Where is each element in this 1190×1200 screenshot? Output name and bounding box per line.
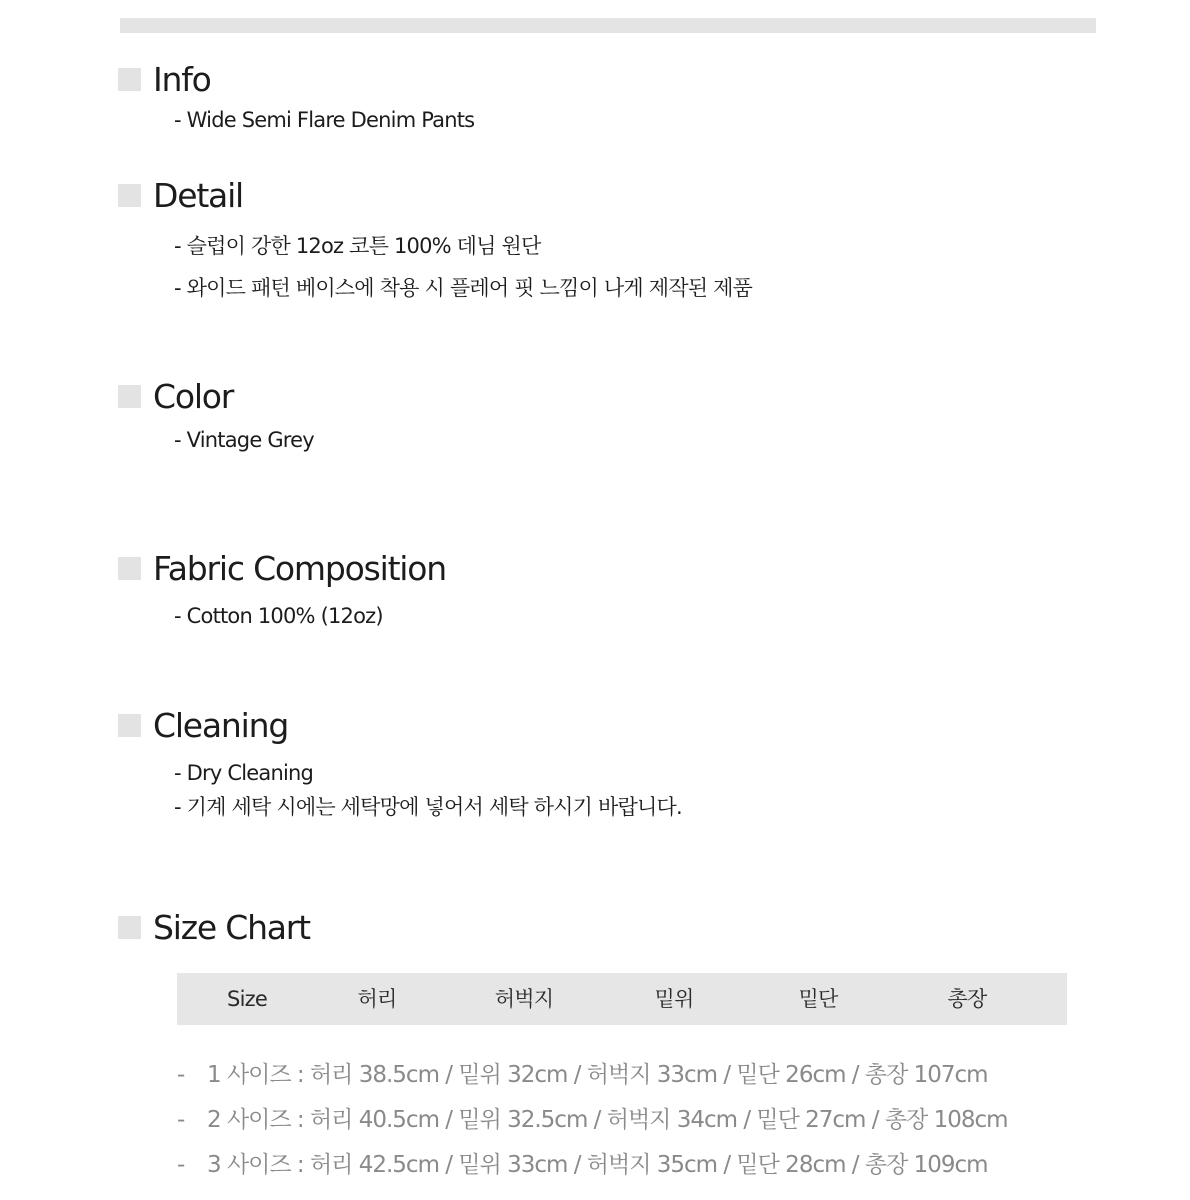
detail-line-1: - 슬럽이 강한 12oz 코튼 100% 데님 원단 [174, 234, 541, 258]
row-dash: - [177, 1107, 185, 1133]
cleaning-line-1: - Dry Cleaning [174, 761, 314, 785]
square-bullet-icon [118, 714, 141, 737]
square-bullet-icon [118, 68, 141, 91]
size-row-text: 2 사이즈 : 허리 40.5cm / 밑위 32.5cm / 허벅지 34cm / 밑단 27cm / 총장 108cm [207, 1107, 1008, 1133]
square-bullet-icon [118, 385, 141, 408]
column-header-thigh: 허벅지 [494, 987, 554, 1011]
size-chart-title: Size Chart [153, 908, 310, 947]
cleaning-line-2: - 기계 세탁 시에는 세탁망에 넣어서 세탁 하시기 바랍니다. [174, 795, 682, 819]
square-bullet-icon [118, 916, 141, 939]
square-bullet-icon [118, 184, 141, 207]
size-table-header [177, 973, 1067, 1025]
top-divider-bar [120, 18, 1096, 33]
info-title: Info [153, 60, 211, 99]
column-header-size: Size [227, 987, 267, 1011]
color-title: Color [153, 377, 234, 416]
size-row-3 [177, 1150, 988, 1180]
column-header-length: 총장 [947, 987, 987, 1011]
column-header-hem: 밑단 [798, 987, 838, 1011]
size-row-2 [177, 1105, 1008, 1135]
color-line: - Vintage Grey [174, 428, 314, 452]
cleaning-title: Cleaning [153, 706, 289, 745]
fabric-title: Fabric Composition [153, 549, 446, 588]
fabric-line: - Cotton 100% (12oz) [174, 604, 383, 628]
detail-title: Detail [153, 176, 244, 215]
column-header-rise: 밑위 [654, 987, 694, 1011]
square-bullet-icon [118, 557, 141, 580]
size-row-text: 1 사이즈 : 허리 38.5cm / 밑위 32cm / 허벅지 33cm / 밑단 26cm / 총장 107cm [207, 1062, 988, 1088]
row-dash: - [177, 1062, 185, 1088]
size-row-text: 3 사이즈 : 허리 42.5cm / 밑위 33cm / 허벅지 35cm / 밑단 28cm / 총장 109cm [207, 1152, 988, 1178]
info-line: - Wide Semi Flare Denim Pants [174, 108, 475, 132]
row-dash: - [177, 1152, 185, 1178]
column-header-waist: 허리 [357, 987, 397, 1011]
size-row-1 [177, 1060, 988, 1090]
detail-line-2: - 와이드 패턴 베이스에 착용 시 플레어 핏 느낌이 나게 제작된 제품 [174, 276, 753, 300]
